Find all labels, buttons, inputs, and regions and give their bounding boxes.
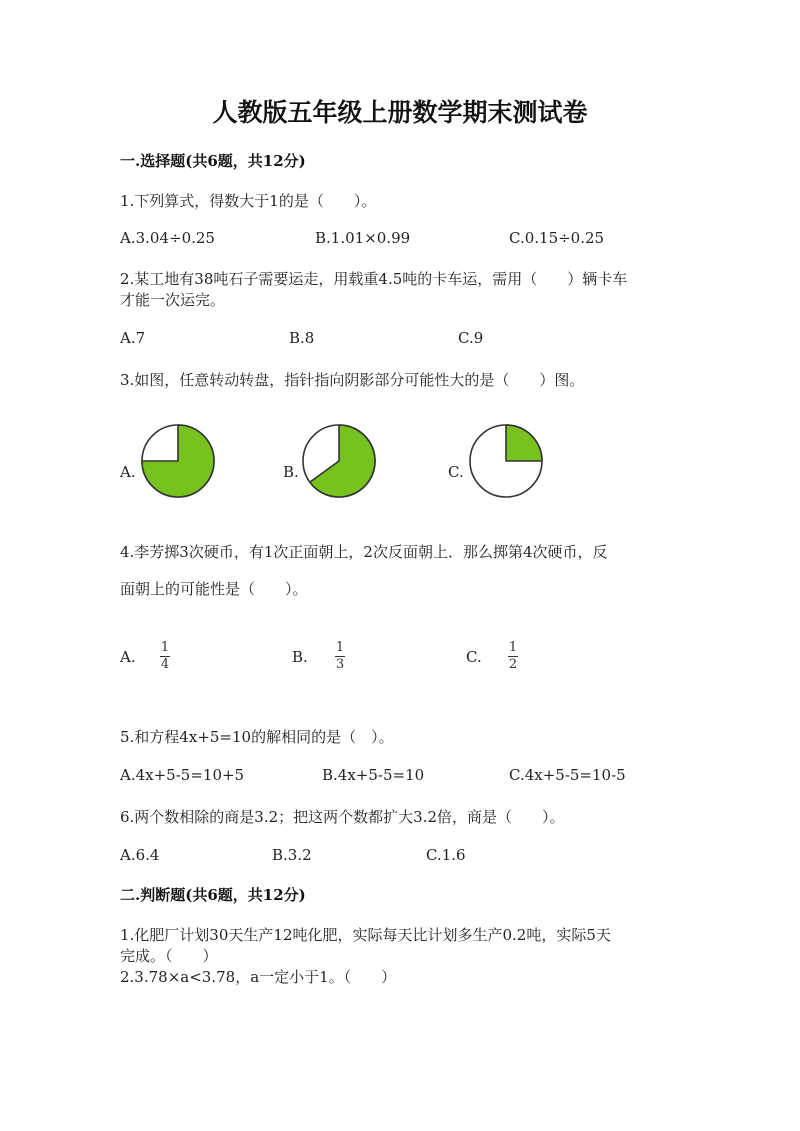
q5-option-c: C.4x+5-5=10-5 — [509, 766, 626, 784]
q1-option-c: C.0.15÷0.25 — [509, 229, 605, 247]
q6-option-a: A.6.4 — [120, 846, 160, 864]
q3-option-c: C. — [448, 463, 464, 481]
q1-option-a: A.3.04÷0.25 — [120, 229, 215, 247]
question-2-line-1: 2.某工地有38吨石子需要运走，用载重4.5吨的卡车运，需用（ ）辆卡车 — [120, 270, 628, 288]
fraction-a-denominator: 4 — [160, 657, 170, 672]
section-heading-true-false: 二.判断题(共6题，共12分) — [120, 886, 306, 904]
spinner-a-pie — [139, 423, 217, 499]
fraction-c-denominator: 2 — [508, 657, 518, 672]
q4-option-a: A. — [120, 648, 136, 666]
spinner-b-pie — [300, 423, 378, 499]
spinner-c-shaded-sector — [506, 425, 542, 461]
q4-option-b: B. — [292, 648, 308, 666]
q4-option-c: C. — [466, 648, 482, 666]
fraction-a-numerator: 1 — [160, 640, 170, 655]
spinner-c-graphic — [470, 425, 542, 497]
q5-option-b: B.4x+5-5=10 — [322, 766, 425, 784]
section-heading-choice: 一.选择题(共6题，共12分) — [120, 152, 306, 170]
q6-option-b: B.3.2 — [272, 846, 312, 864]
spinner-c-pie — [467, 423, 545, 499]
judgment-1-line-1: 1.化肥厂计划30天生产12吨化肥，实际每天比计划多生产0.2吨，实际5天 — [120, 926, 611, 944]
q6-option-c: C.1.6 — [426, 846, 466, 864]
question-5: 5.和方程4x+5=10的解相同的是（ ）。 — [120, 728, 394, 746]
q4-fraction-b — [335, 641, 345, 672]
q4-fraction-c — [508, 641, 518, 672]
question-2-line-2: 才能一次运完。 — [120, 291, 226, 309]
q3-option-b: B. — [283, 463, 299, 481]
q2-option-c: C.9 — [458, 329, 484, 347]
q1-option-b: B.1.01×0.99 — [315, 229, 411, 247]
spinner-b-graphic — [303, 425, 375, 497]
q4-fraction-a — [160, 641, 170, 672]
fraction-b-numerator: 1 — [335, 640, 345, 655]
spinner-a-graphic — [142, 425, 214, 497]
q5-option-a: A.4x+5-5=10+5 — [120, 766, 245, 784]
q3-option-a: A. — [120, 463, 136, 481]
judgment-1-line-2: 完成。（ ） — [120, 947, 218, 965]
q2-option-a: A.7 — [120, 329, 146, 347]
question-3: 3.如图，任意转动转盘，指针指向阴影部分可能性大的是（ ）图。 — [120, 371, 585, 389]
question-1: 1.下列算式，得数大于1的是（ ）。 — [120, 192, 377, 210]
question-6: 6.两个数相除的商是3.2；把这两个数都扩大3.2倍，商是（ ）。 — [120, 808, 565, 826]
page-title: 人教版五年级上册数学期末测试卷 — [212, 98, 588, 127]
question-4-line-1: 4.李芳掷3次硬币，有1次正面朝上，2次反面朝上．那么掷第4次硬币，反 — [120, 543, 608, 561]
judgment-2: 2.3.78×a<3.78，a一定小于1。（ ） — [120, 968, 397, 986]
fraction-b-denominator: 3 — [335, 657, 345, 672]
question-4-line-2: 面朝上的可能性是（ ）。 — [120, 580, 308, 598]
q2-option-b: B.8 — [289, 329, 315, 347]
fraction-c-numerator: 1 — [508, 640, 518, 655]
